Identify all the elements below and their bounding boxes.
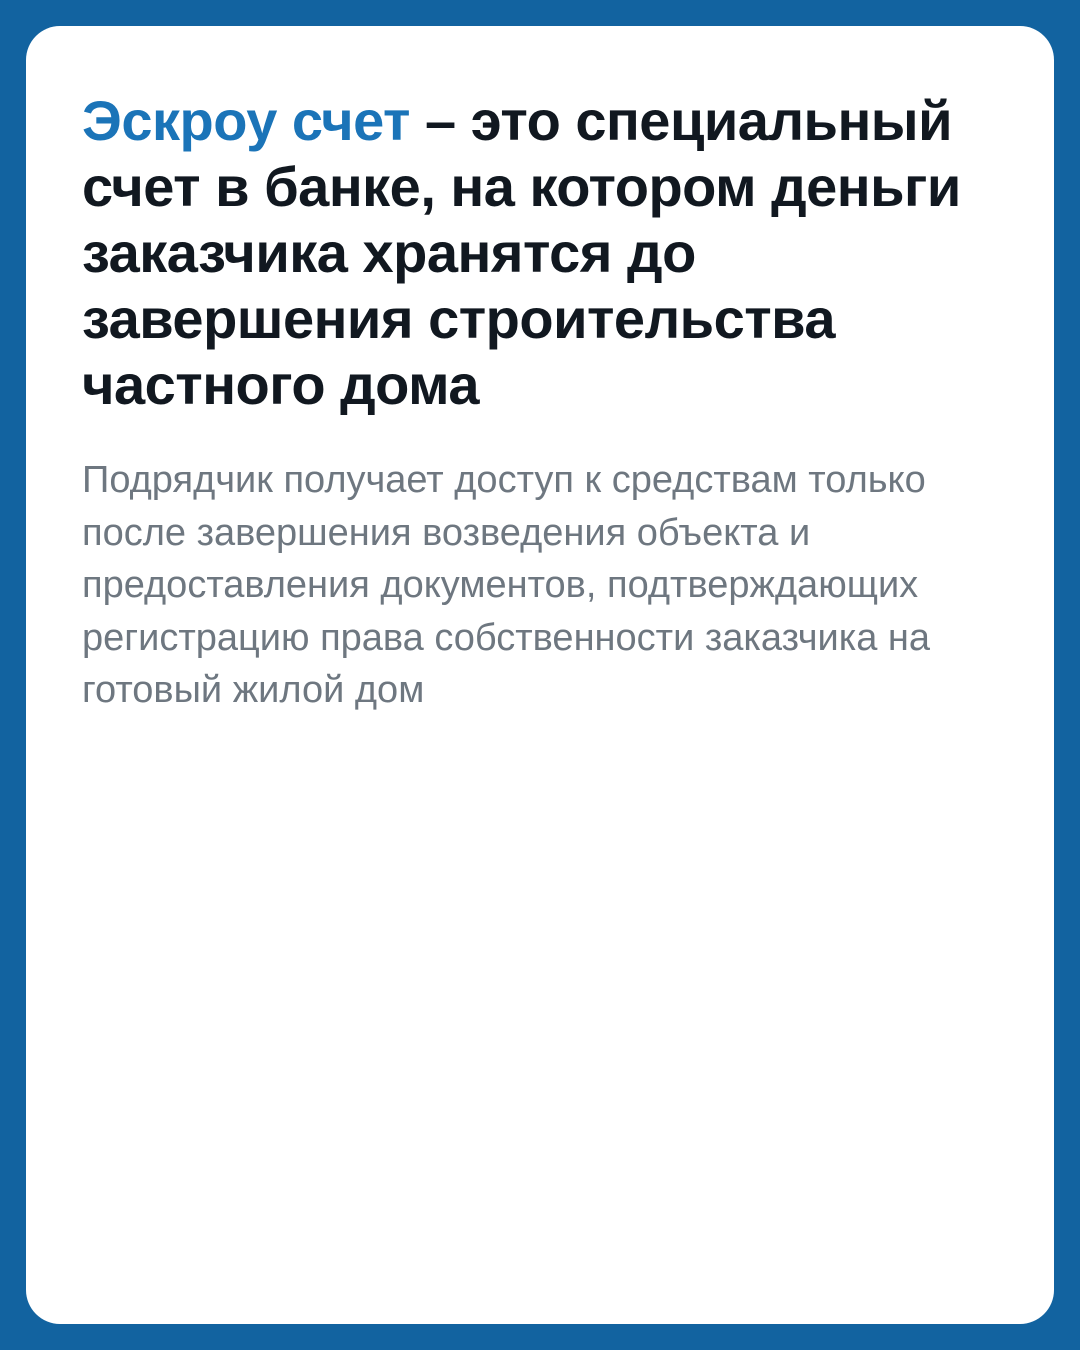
content-card bbox=[26, 26, 1054, 1324]
page-title-rest: – это специальный счет в банке, на котором деньги заказчика хранятся до завершения строительства частного дома bbox=[82, 89, 961, 417]
page-title-accent: Эскроу счет bbox=[82, 89, 410, 152]
page-title bbox=[82, 88, 998, 418]
body-paragraph: Подрядчик получает доступ к средствам только после завершения возведения объекта и предоставления документов, подтверждающих регистрацию права собственности заказчика на готовый жилой дом bbox=[82, 459, 931, 712]
